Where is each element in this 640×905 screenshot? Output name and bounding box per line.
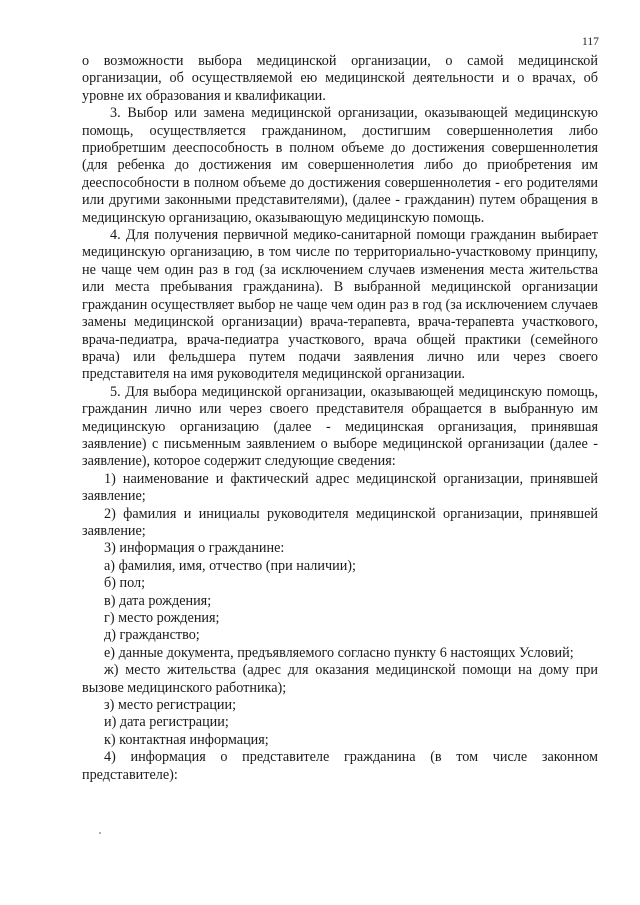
page-number: 117 bbox=[582, 36, 599, 48]
list-item: 2) фамилия и инициалы руководителя медицинской организации, принявшей заявление; bbox=[82, 505, 598, 539]
list-item: в) дата рождения; bbox=[104, 592, 212, 609]
list-item: 4) информация о представителе гражданина (в том числе законном представителе): bbox=[82, 749, 598, 783]
document-body bbox=[82, 53, 598, 784]
paragraph: 5. Для выбора медицинской организации, оказывающей медицинскую помощь, гражданин лично или через своего представителя обращается в выбранную им медицинскую организацию (далее - медицинская организация, принявшая заявление) с письменным заявлением о выборе медицинской организации (далее - заявление), которое содержит следующие сведения: bbox=[82, 383, 598, 470]
scan-speck bbox=[99, 832, 101, 834]
list-item: и) дата регистрации; bbox=[104, 714, 229, 731]
list-item: 3) информация о гражданине: bbox=[104, 540, 285, 557]
paragraph: 4. Для получения первичной медико-санитарной помощи гражданин выбирает медицинскую организацию, в том числе по территориально-участковому принципу, не чаще чем один раз в год (за исключением случаев изменения места жительства или места пребывания гражданина). В выбранной медицинской организации гражданин осуществляет выбор не чаще чем один раз в год (за исключением случаев замены медицинской организации) врача-терапевта, врача-терапевта участкового, врача-педиатра, врача-педиатра участкового, врача общей практики (семейного врача) или фельдшера путем подачи заявления лично или через своего представителя на имя руководителя медицинской организации. bbox=[82, 227, 598, 383]
paragraph: о возможности выбора медицинской организации, о самой медицинской организации, об осуществляемой ею медицинской деятельности и о врачах, об уровне их образования и квалификации. bbox=[82, 53, 598, 104]
list-item: б) пол; bbox=[104, 575, 146, 592]
list-item: ж) место жительства (адрес для оказания медицинской помощи на дому при вызове медицинского работника); bbox=[82, 662, 598, 696]
list-item: е) данные документа, предъявляемого согласно пункту 6 настоящих Условий; bbox=[104, 644, 574, 661]
list-item: г) место рождения; bbox=[104, 610, 220, 626]
list-item: а) фамилия, имя, отчество (при наличии); bbox=[104, 557, 356, 574]
paragraph: 3. Выбор или замена медицинской организации, оказывающей медицинскую помощь, осуществляется гражданином, достигшим совершеннолетия либо приобретшим дееспособность в полном объеме до достижения совершеннолетия (для ребенка до достижения им совершеннолетия либо до приобретения им дееспособности в полном объеме до достижения совершеннолетия - его родителями или другими законными представителями), (далее - гражданин) путем обращения в медицинскую организацию, оказывающую медицинскую помощь. bbox=[82, 105, 598, 226]
list-item: к) контактная информация; bbox=[104, 731, 269, 748]
list-item: д) гражданство; bbox=[104, 627, 200, 644]
list-item: з) место регистрации; bbox=[104, 697, 237, 714]
list-item: 1) наименование и фактический адрес медицинской организации, принявшей заявление; bbox=[82, 470, 598, 505]
